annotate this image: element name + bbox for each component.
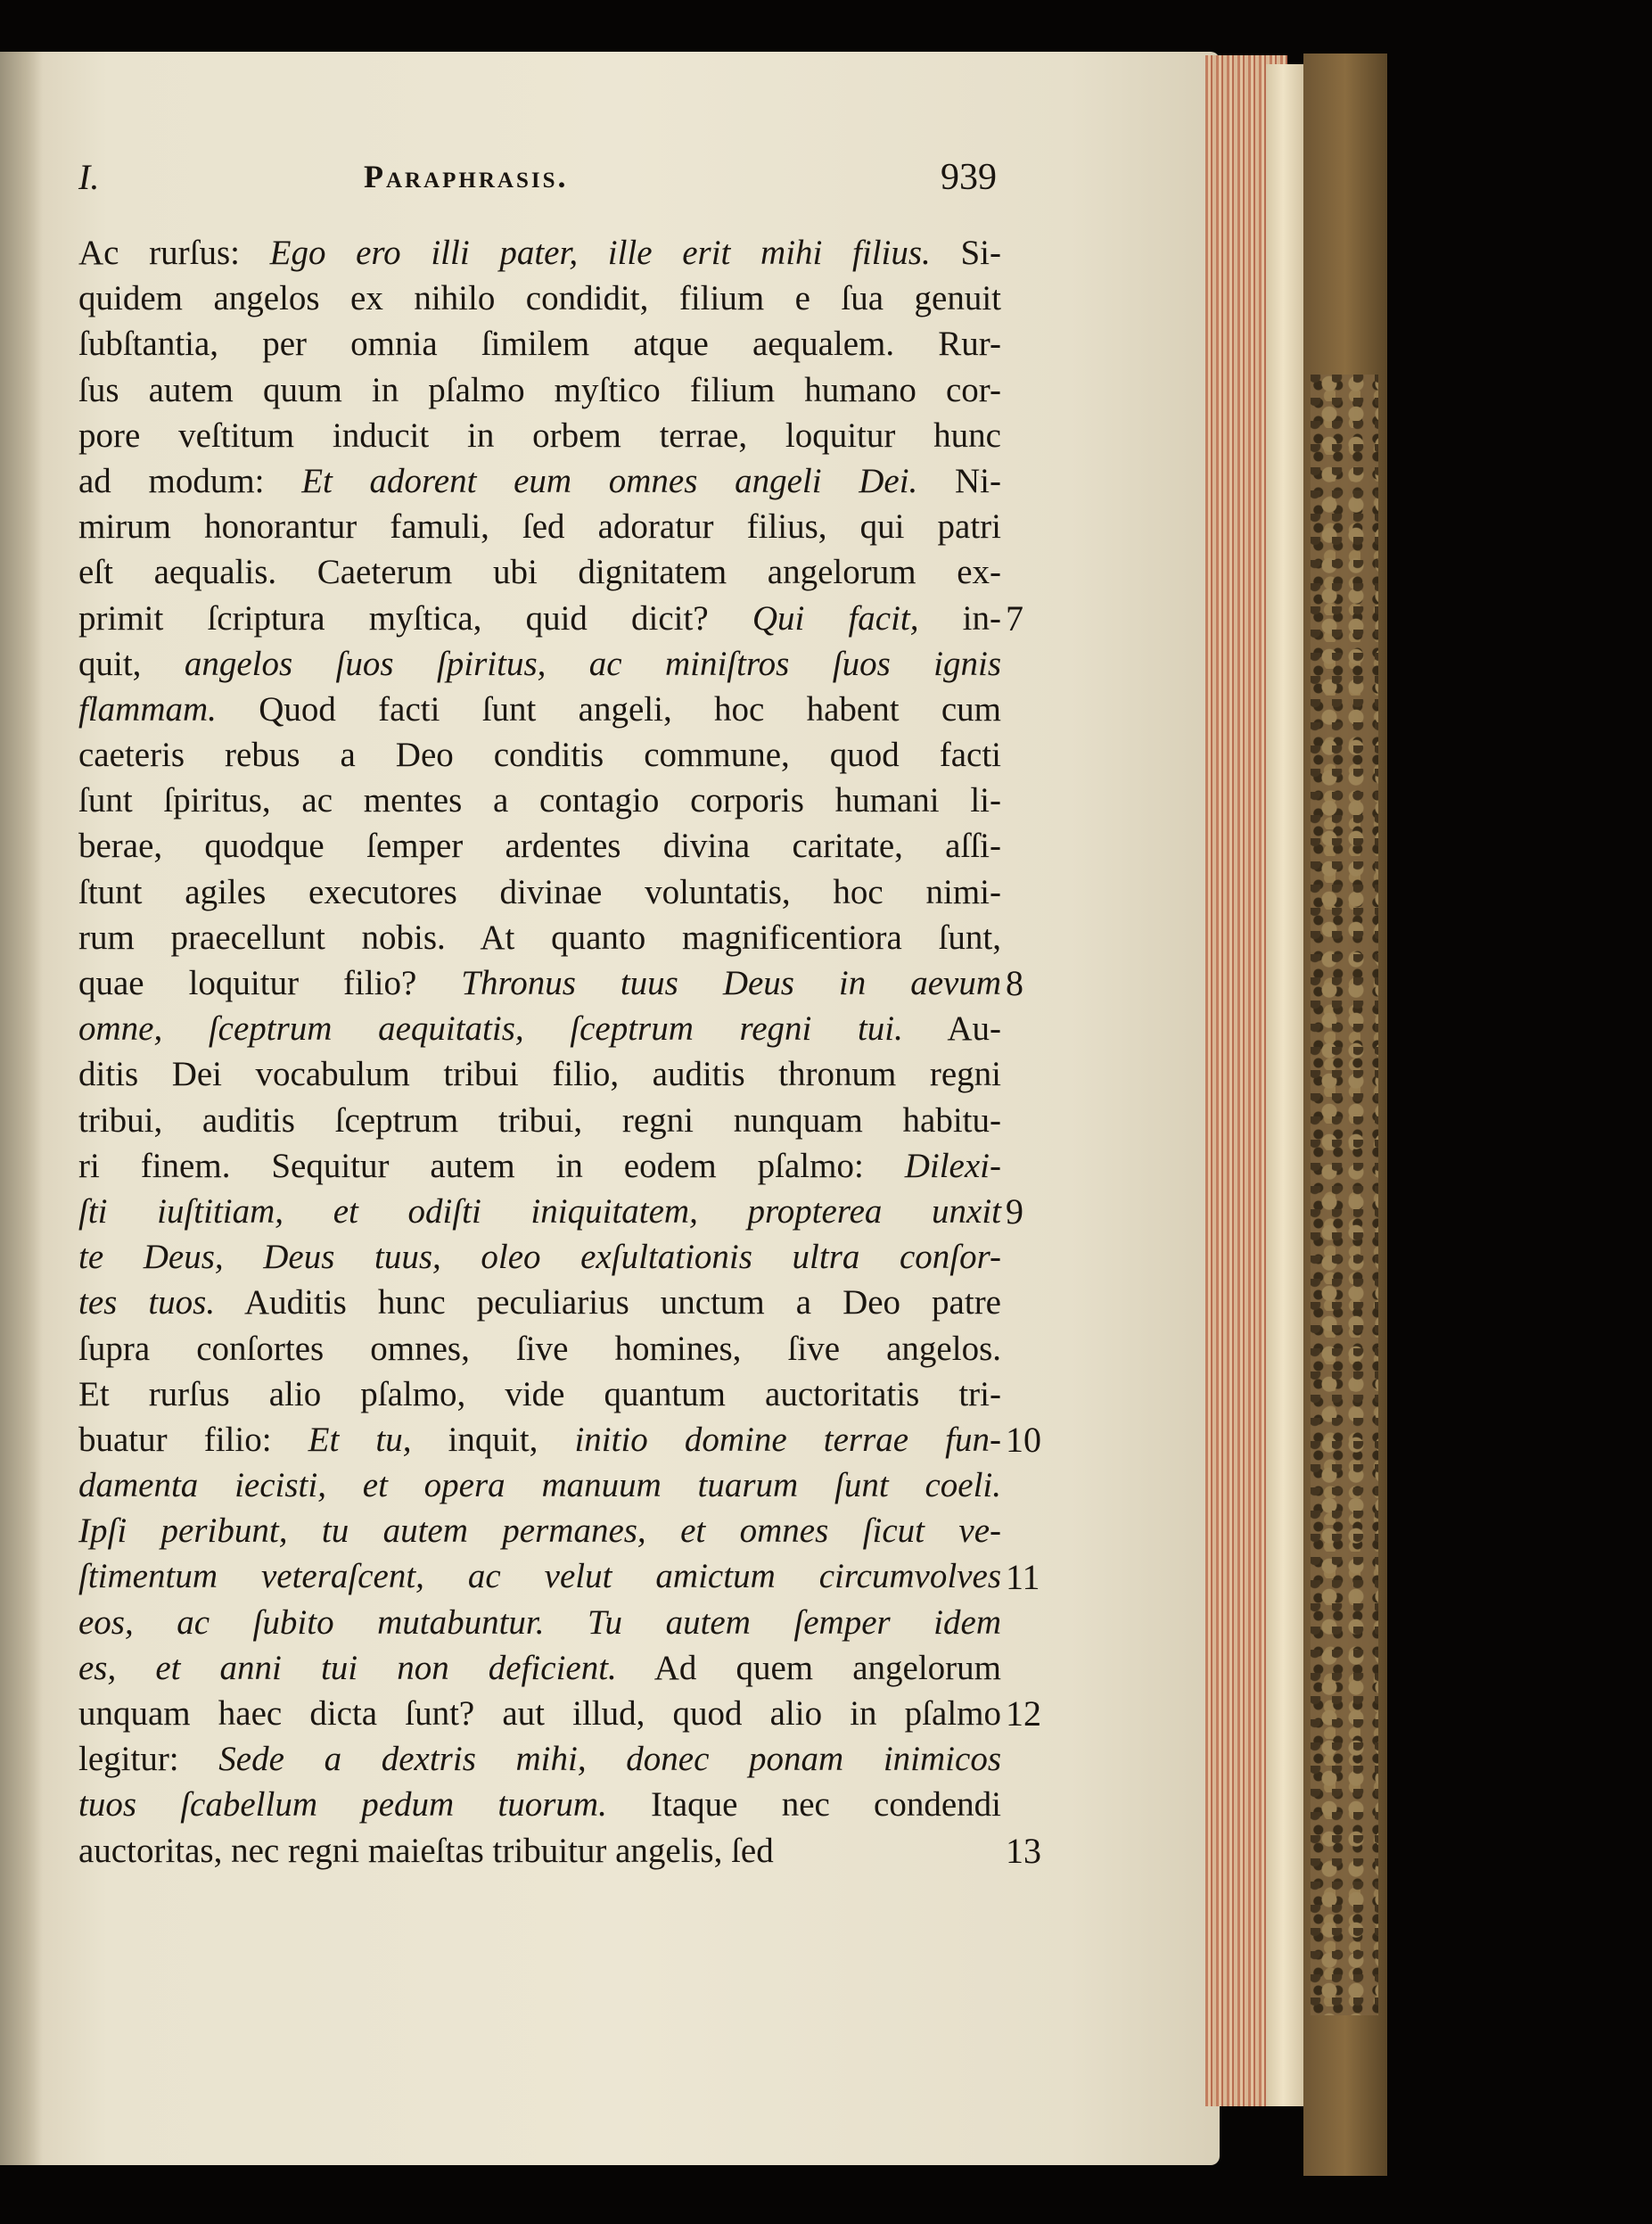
verse-number: 12 <box>1006 1693 1041 1734</box>
text-span: Auditis hunc peculiarius unctum a Deo patre <box>215 1283 1001 1322</box>
text-span: eſt aequalis. Caeterum ubi dignitatem angelorum ex- <box>78 553 1001 592</box>
text-line <box>78 1462 1001 1508</box>
verse-number: 7 <box>1006 597 1023 638</box>
italic-quotation: tuos ſcabellum pedum tuorum. <box>78 1785 607 1825</box>
running-title: Paraphrasis. <box>364 159 569 194</box>
text-line <box>78 687 1001 732</box>
text-line <box>78 1417 1001 1462</box>
text-span: Ad quem angelorum <box>616 1648 1001 1687</box>
italic-quotation: Ego ero illi pater, ille erit mihi filius. <box>269 234 931 272</box>
text-span: inquit, <box>411 1420 575 1459</box>
text-line <box>78 1143 1001 1189</box>
text-span: tribui, auditis ſceptrum tribui, regni nunquam habitu- <box>78 1100 1001 1140</box>
verse-number: 11 <box>1006 1556 1040 1597</box>
italic-quotation: Sede a dextris mihi, donec ponam inimicos <box>218 1740 1002 1779</box>
verse-number: 9 <box>1006 1191 1023 1232</box>
italic-quotation: tes tuos. <box>78 1283 216 1322</box>
text-span: legitur: <box>78 1740 219 1779</box>
text-line <box>78 915 1001 960</box>
text-span: auctoritas, nec regni maieſtas tribuitur angelis, ſed <box>78 1831 774 1870</box>
text-span: unquam haec dicta ſunt? aut illud, quod alio in pſalmo <box>78 1694 1001 1733</box>
italic-quotation: ſtimentum veteraſcent, ac velut amictum circumvolves <box>78 1557 1001 1596</box>
verse-number: 8 <box>1006 963 1023 1004</box>
text-span: ſubſtantia, per omnia ſimilem atque aequalem. Rur- <box>78 325 1001 364</box>
chapter-signature: I. <box>78 157 100 197</box>
text-line <box>78 1736 1001 1782</box>
text-span: quidem angelos ex nihilo condidit, filium e ſua genuit <box>78 279 1001 318</box>
text-line <box>78 276 1001 321</box>
page-number: 939 <box>941 157 997 198</box>
text-line <box>78 1234 1001 1280</box>
verse-number: 13 <box>1006 1831 1041 1871</box>
text-span: pore veſtitum inducit in orbem terrae, loquitur hunc <box>78 416 1001 455</box>
text-span: quae loquitur filio? <box>78 964 462 1002</box>
text-span: in- <box>918 598 1001 638</box>
text-line <box>78 413 1001 458</box>
text-line <box>78 1782 1001 1827</box>
text-span: Ni- <box>917 461 1001 500</box>
text-line <box>78 1189 1001 1234</box>
italic-quotation: initio domine terrae fun- <box>574 1420 1001 1459</box>
text-span: ſupra conſortes omnes, ſive homines, ſive angelos. <box>78 1329 1001 1368</box>
text-span: Ac rurſus: <box>78 234 270 272</box>
text-line <box>78 596 1001 641</box>
text-line <box>78 1508 1001 1553</box>
text-line <box>78 869 1001 915</box>
text-line <box>78 778 1001 823</box>
text-line <box>78 1280 1001 1325</box>
text-span: ad modum: <box>78 461 302 500</box>
italic-quotation: angelos ſuos ſpiritus, ac miniſtros ſuos ignis <box>184 644 1001 683</box>
text-line <box>78 1553 1001 1599</box>
italic-quotation: damenta iecisti, et opera manuum tuarum ſunt coeli. <box>78 1466 1001 1505</box>
text-line <box>78 1326 1001 1371</box>
italic-quotation: Ipſi peribunt, tu autem permanes, et omnes ſicut ve- <box>78 1511 1001 1551</box>
text-line <box>78 1600 1001 1645</box>
text-line <box>78 1098 1001 1143</box>
text-line <box>78 367 1001 413</box>
text-span: Et rurſus alio pſalmo, vide quantum auctoritatis tri- <box>78 1374 1001 1413</box>
text-span: mirum honorantur famuli, ſed adoratur filius, qui patri <box>78 507 1001 547</box>
text-span: caeteris rebus a Deo conditis commune, quod facti <box>78 736 1001 775</box>
text-span: ſunt ſpiritus, ac mentes a contagio corporis humani li- <box>78 781 1001 820</box>
text-span: ſus autem quum in pſalmo myſtico filium humano cor- <box>78 370 1001 409</box>
text-line <box>78 1828 1001 1874</box>
book-cover-board <box>1303 54 1387 2176</box>
text-line <box>78 1645 1001 1691</box>
text-span: buatur filio: <box>78 1420 308 1459</box>
text-span: ri finem. Sequitur autem in eodem pſalmo: <box>78 1146 905 1185</box>
page-edges-inner <box>1266 64 1309 2106</box>
italic-quotation: Et adorent eum omnes angeli Dei. <box>301 461 918 500</box>
text-span: Quod facti ſunt angeli, hoc habent cum <box>216 689 1001 729</box>
italic-quotation: Thronus tuus Deus in aevum <box>461 964 1002 1002</box>
page-gutter <box>0 52 43 2165</box>
italic-quotation: Qui facit, <box>752 598 919 638</box>
italic-quotation: flammam. <box>78 689 217 729</box>
text-span: rum praecellunt nobis. At quanto magnificentiora ſunt, <box>78 918 1001 957</box>
italic-quotation: eos, ac ſubito mutabuntur. Tu autem ſemper idem <box>78 1602 1001 1642</box>
text-line <box>78 321 1001 367</box>
italic-quotation: ſti iuſtitiam, et odiſti iniquitatem, propterea unxit <box>78 1191 1001 1231</box>
text-span: ditis Dei vocabulum tribui filio, auditis thronum regni <box>78 1055 1001 1094</box>
italic-quotation: te Deus, Deus tuus, oleo exſultationis ultra conſor- <box>78 1238 1001 1277</box>
text-span: Au- <box>902 1009 1001 1049</box>
text-line <box>78 458 1001 504</box>
italic-quotation: es, et anni tui non deficient. <box>78 1648 617 1687</box>
text-line <box>78 1006 1001 1051</box>
text-line <box>78 732 1001 778</box>
text-line <box>78 549 1001 595</box>
text-line <box>78 960 1001 1006</box>
verse-number: 10 <box>1006 1420 1041 1461</box>
text-span: berae, quodque ſemper ardentes divina caritate, aſſi- <box>78 827 1001 866</box>
text-span: quit, <box>78 644 185 683</box>
text-span: Itaque nec condendi <box>606 1785 1001 1825</box>
cover-marbling <box>1311 375 1378 2015</box>
text-span: primit ſcriptura myſtica, quid dicit? <box>78 598 752 638</box>
italic-quotation: Et tu, <box>308 1420 412 1459</box>
italic-quotation: omne, ſceptrum aequitatis, ſceptrum regni tui. <box>78 1009 903 1049</box>
text-line <box>78 230 1001 276</box>
text-line <box>78 504 1001 549</box>
running-header <box>78 156 1006 206</box>
text-line <box>78 823 1001 869</box>
italic-quotation: Dilexi- <box>904 1146 1001 1185</box>
text-line <box>78 1051 1001 1097</box>
text-line <box>78 641 1001 687</box>
text-span: ſtunt agiles executores divinae voluntatis, hoc nimi- <box>78 872 1001 911</box>
text-line <box>78 1691 1001 1736</box>
text-body <box>78 230 1001 1874</box>
text-line <box>78 1371 1001 1417</box>
text-span: Si- <box>930 234 1001 272</box>
